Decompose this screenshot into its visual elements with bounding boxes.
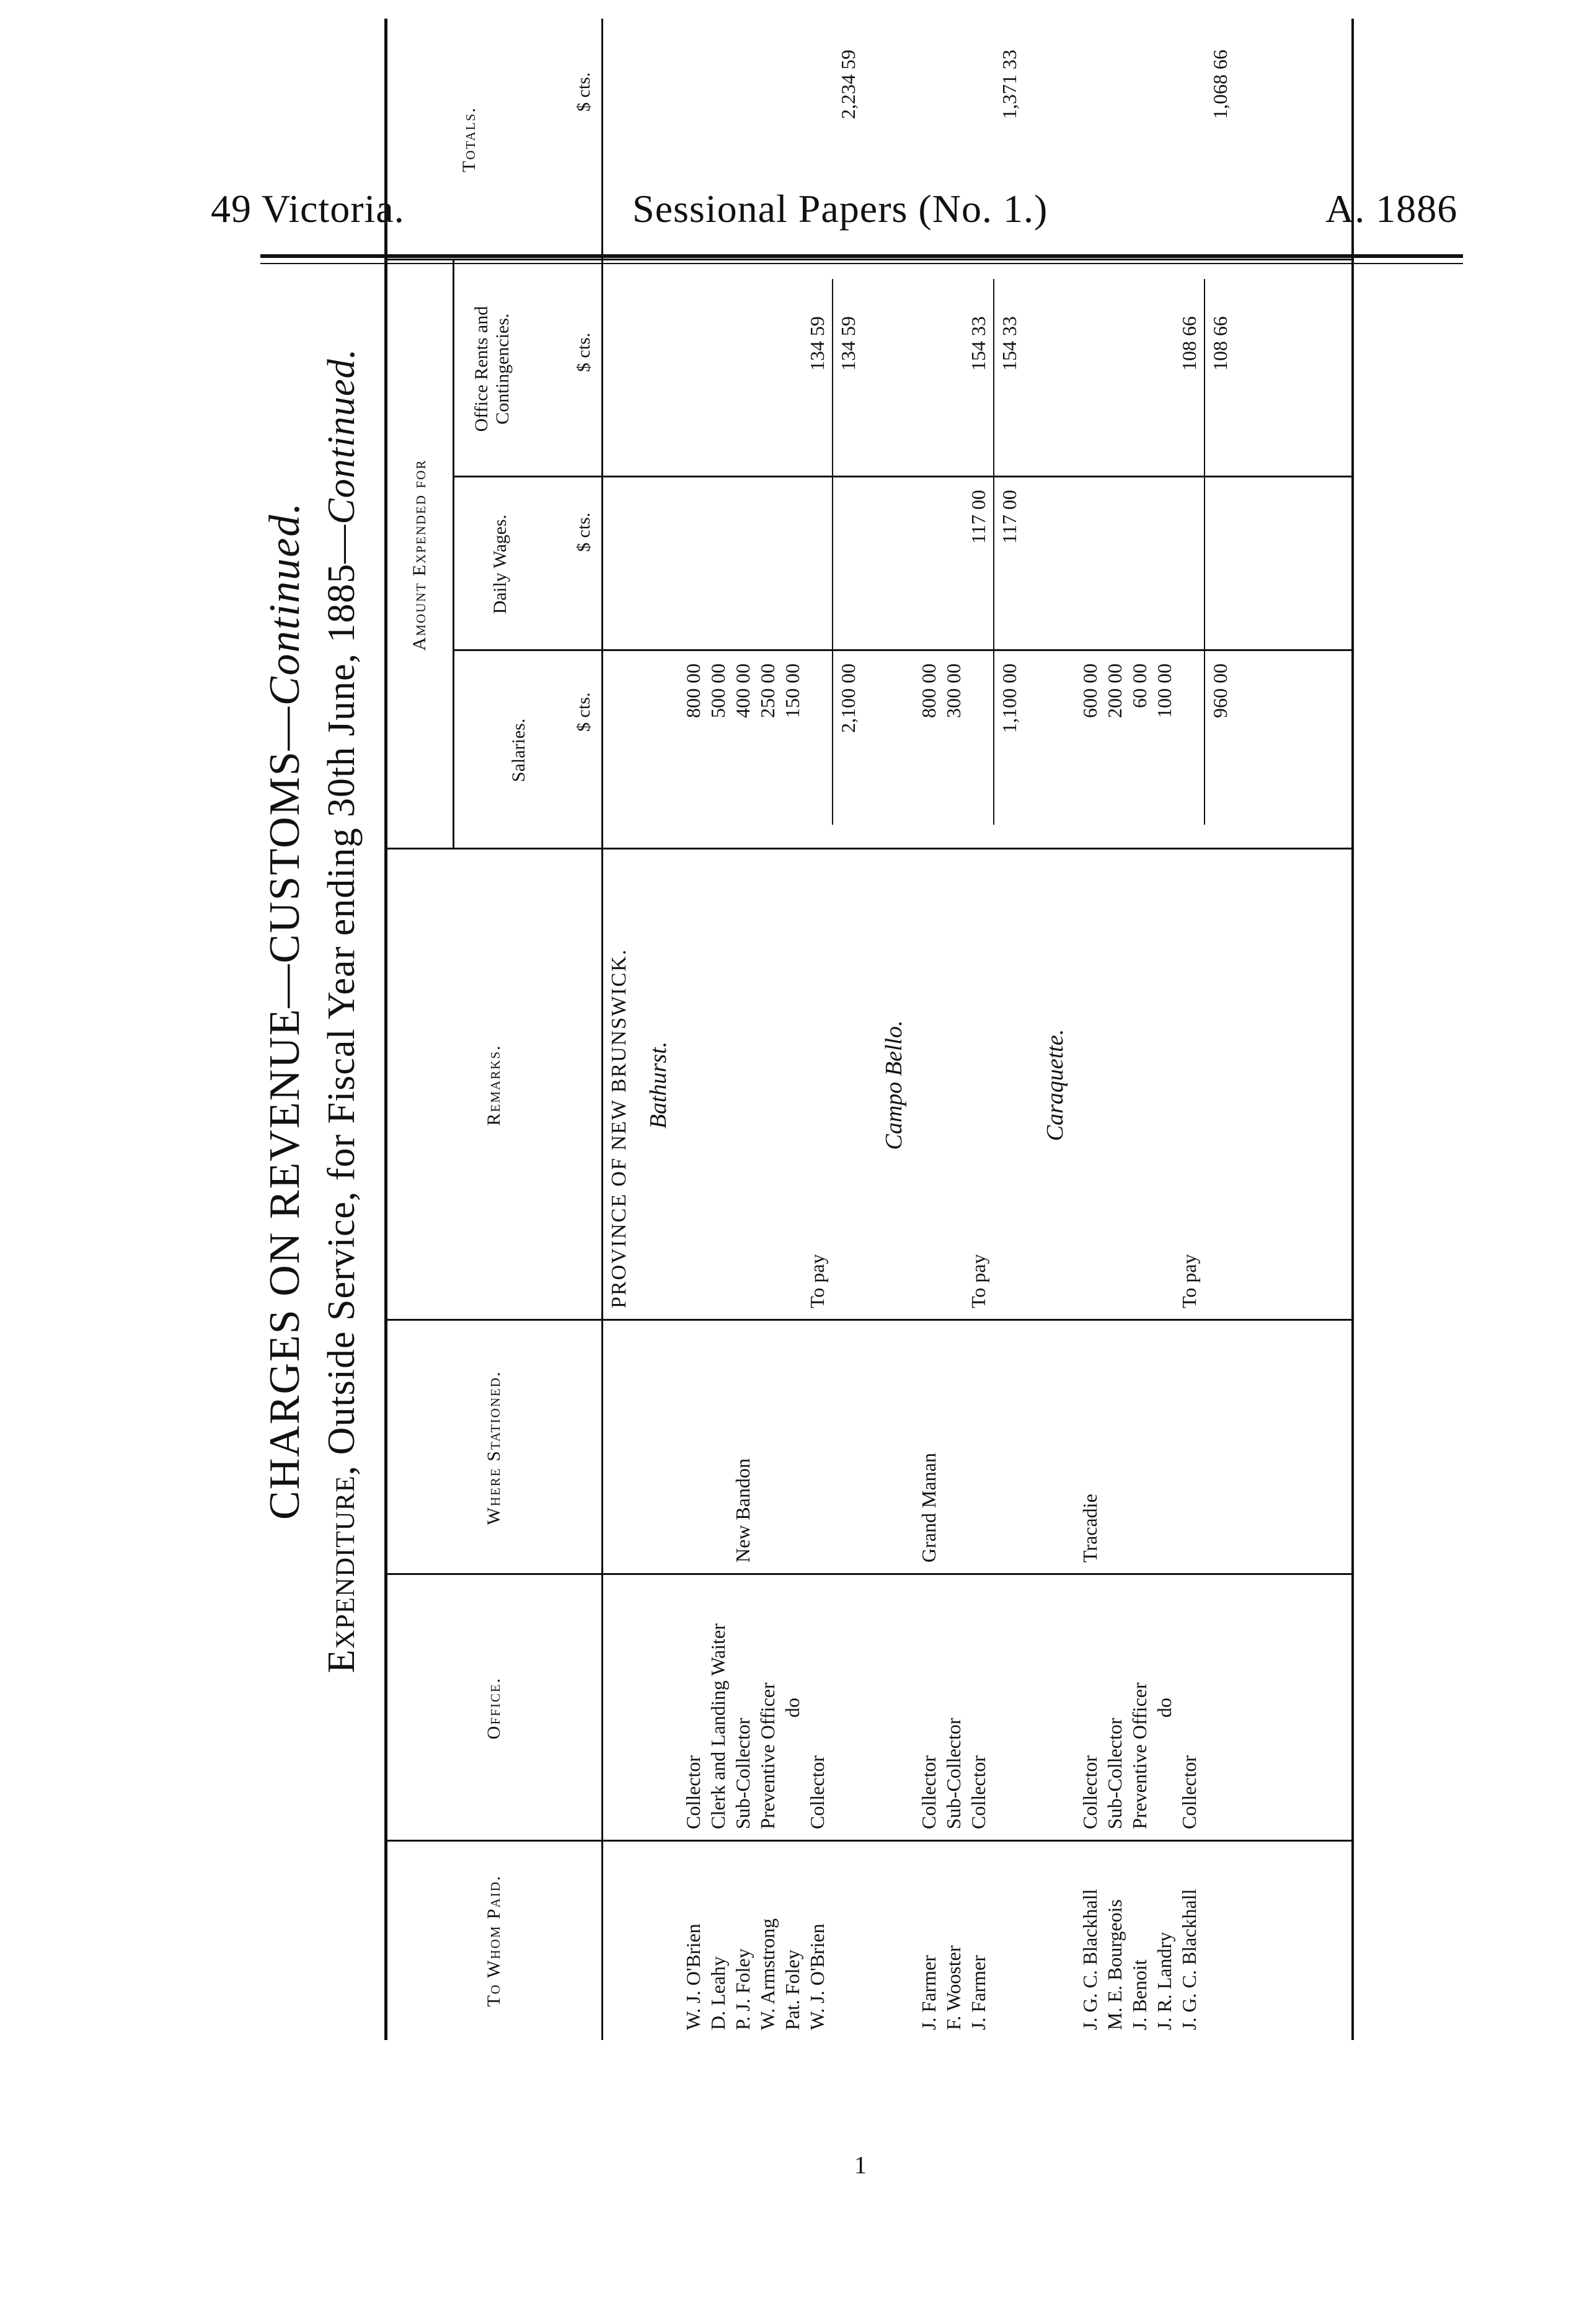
cell-salary: 600 00	[1079, 663, 1101, 718]
col-sep-2	[384, 1573, 1351, 1575]
cell-office: Collector	[682, 1755, 704, 1829]
subtitle-text: Outside Service, for Fiscal Year ending 30th June, 1885—	[320, 524, 363, 1465]
col-sep-3	[384, 1319, 1351, 1321]
cell-remark: To pay	[806, 1254, 828, 1308]
cell-name: J. Farmer	[967, 1955, 989, 2030]
col-amount-expended: Amount Expended for	[409, 459, 430, 651]
cell-name: Pat. Foley	[781, 1949, 803, 2030]
subtitle-continued: Continued.	[320, 348, 363, 525]
subtotal-rents: 108 66	[1209, 316, 1231, 371]
subtotal-salary: 1,100 00	[998, 663, 1020, 733]
col-where-stationed: Where Stationed.	[484, 1370, 504, 1525]
cell-salary: 400 00	[732, 663, 754, 718]
cell-name: W. J. O'Brien	[682, 1923, 704, 2030]
cell-station: Tracadie	[1079, 1494, 1101, 1563]
cell-remark: To pay	[967, 1254, 989, 1308]
subtotal-row	[837, 19, 862, 2040]
cell-name: J. Benoit	[1128, 1959, 1151, 2030]
cell-office: do	[1153, 1698, 1175, 1718]
subtotal-row	[998, 19, 1023, 2040]
amount-group-rule	[453, 260, 454, 849]
col-sep-4	[384, 848, 1351, 849]
cell-office: do	[781, 1698, 803, 1718]
subtitle-expenditure: Expenditure,	[320, 1465, 363, 1674]
table-top-rule	[384, 19, 387, 2040]
cell-station: New Bandon	[732, 1458, 754, 1563]
table-row	[1153, 19, 1178, 2040]
cell-salary: 200 00	[1103, 663, 1126, 718]
expenditure-table	[384, 19, 1376, 2040]
header-sessional-papers: Sessional Papers (No. 1.)	[632, 187, 1048, 231]
subtotal-rule	[993, 279, 994, 825]
subtotal-rents: 154 33	[998, 316, 1020, 371]
subtotal-row	[1209, 19, 1234, 2040]
col-sep-1	[384, 1840, 1351, 1842]
cell-wages: 117 00	[967, 490, 989, 544]
cell-name: D. Leahy	[707, 1956, 729, 2030]
col-daily-wages: Daily Wages.	[490, 514, 510, 614]
table-row	[1178, 19, 1203, 2040]
table-row	[967, 19, 992, 2040]
header-bottom-rule	[601, 19, 603, 2040]
subtotal-total: 1,371 33	[998, 50, 1020, 119]
cell-name: F. Wooster	[942, 1945, 965, 2030]
col-office-rents: Office Rents and Contingencies.	[471, 306, 513, 432]
cell-salary: 150 00	[781, 663, 803, 718]
unit-rents: $ cts.	[573, 332, 594, 372]
cell-office: Clerk and Landing Waiter	[707, 1623, 729, 1829]
cell-name: J. G. C. Blackhall	[1178, 1889, 1200, 2030]
cell-office: Collector	[1178, 1755, 1200, 1829]
unit-totals: $ cts.	[573, 72, 594, 112]
header-volume: 49 Victoria.	[211, 187, 405, 231]
cell-rents: 154 33	[967, 316, 989, 371]
table-row	[806, 19, 831, 2040]
cell-name: W. J. O'Brien	[806, 1923, 828, 2030]
subtotal-salary: 960 00	[1209, 663, 1231, 718]
subtotal-rule	[1204, 279, 1205, 825]
cell-name: J. Farmer	[917, 1955, 940, 2030]
cell-office: Preventive Officer	[1128, 1682, 1151, 1829]
title-main: CHARGES ON REVENUE—CUSTOMS—	[261, 706, 309, 1520]
unit-salaries: $ cts.	[573, 692, 594, 732]
col-salaries: Salaries.	[508, 718, 529, 783]
cell-office: Sub-Collector	[732, 1718, 754, 1829]
cell-office: Preventive Officer	[756, 1682, 779, 1829]
table-row	[756, 19, 781, 2040]
rotated-page-body	[260, 19, 1389, 2040]
unit-wages: $ cts.	[573, 512, 594, 552]
cell-salary: 500 00	[707, 663, 729, 718]
table-row	[707, 19, 732, 2040]
subtotal-wages: 117 00	[998, 490, 1020, 544]
cell-salary: 800 00	[682, 663, 704, 718]
cell-office: Collector	[917, 1755, 940, 1829]
subtotal-total: 2,234 59	[837, 50, 859, 119]
cell-name: J. G. C. Blackhall	[1079, 1889, 1101, 2030]
cell-name: P. J. Foley	[732, 1948, 754, 2030]
cell-office: Collector	[967, 1755, 989, 1829]
col-remarks: Remarks.	[484, 1044, 504, 1126]
cell-salary: 100 00	[1153, 663, 1175, 718]
subtotal-rule	[832, 279, 833, 825]
cell-rents: 108 66	[1178, 316, 1200, 371]
cell-office: Sub-Collector	[1103, 1718, 1126, 1829]
subtotal-rents: 134 59	[837, 316, 859, 371]
cell-salary: 300 00	[942, 663, 965, 718]
col-to-whom-paid: To Whom Paid.	[484, 1874, 504, 2007]
title-continued: Continued.	[261, 502, 309, 706]
subtotal-total: 1,068 66	[1209, 50, 1231, 119]
col-office: Office.	[484, 1677, 504, 1740]
section-campo-bello: Campo Bello.	[881, 1020, 907, 1150]
section-caraquette: Caraquette.	[1042, 1029, 1068, 1142]
cell-salary: 60 00	[1128, 663, 1151, 708]
table-row	[682, 19, 707, 2040]
cell-office: Collector	[806, 1755, 828, 1829]
page-title	[260, 19, 310, 2003]
cell-office: Collector	[1079, 1755, 1101, 1829]
table-row	[942, 19, 967, 2040]
table-row	[1079, 19, 1103, 2040]
subtotal-salary: 2,100 00	[837, 663, 859, 733]
col-sep-7	[384, 259, 1351, 260]
section-bathurst: Bathurst.	[645, 1041, 671, 1129]
cell-station: Grand Manan	[917, 1453, 940, 1563]
margin-mark: 1	[854, 2151, 867, 2179]
cell-rents: 134 59	[806, 316, 828, 371]
cell-name: J. R. Landry	[1153, 1931, 1175, 2030]
table-row	[917, 19, 942, 2040]
cell-salary: 250 00	[756, 663, 779, 718]
table-bottom-rule	[1351, 19, 1354, 2040]
cell-name: M. E. Bourgeois	[1103, 1899, 1126, 2030]
cell-office: Sub-Collector	[942, 1718, 965, 1829]
table-row	[732, 19, 756, 2040]
table-row	[1128, 19, 1153, 2040]
province-heading: PROVINCE OF NEW BRUNSWICK.	[608, 948, 630, 1308]
table-row	[1103, 19, 1128, 2040]
cell-salary: 800 00	[917, 663, 940, 718]
cell-remark: To pay	[1178, 1254, 1200, 1308]
cell-name: W. Armstrong	[756, 1918, 779, 2030]
header-year: A. 1886	[1325, 187, 1458, 231]
page-subtitle	[320, 19, 364, 2003]
col-totals: Totals.	[459, 107, 479, 172]
table-row	[781, 19, 806, 2040]
